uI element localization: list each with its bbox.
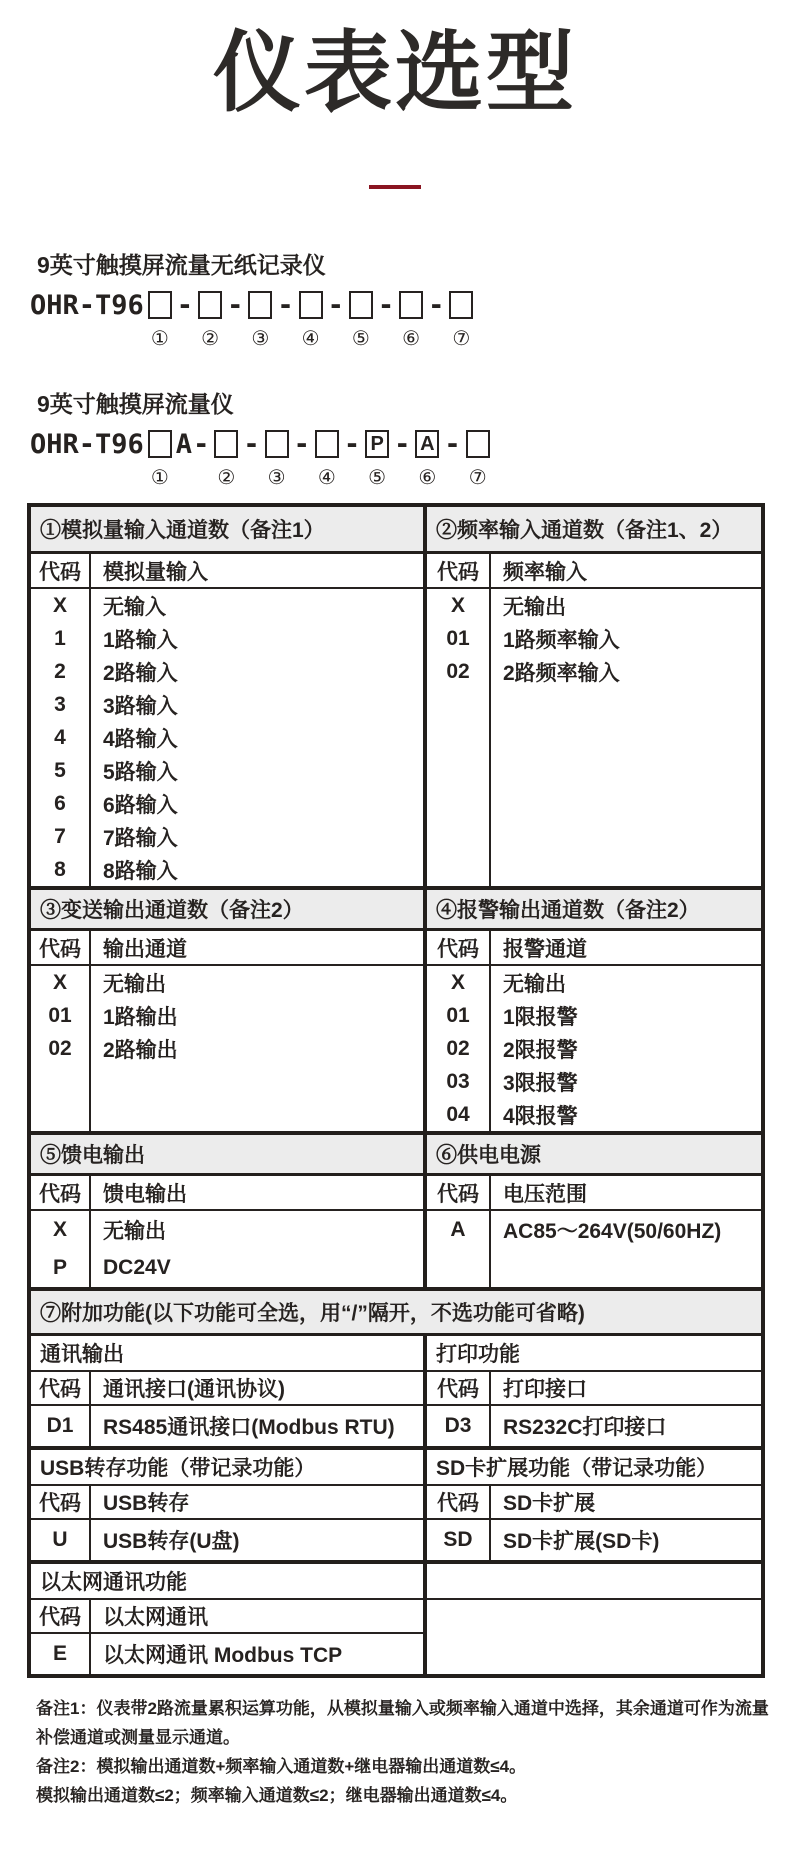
section-half: [31, 507, 423, 886]
code-cell: D1: [46, 1414, 74, 1438]
desc-cell: SD卡扩展(SD卡): [503, 1530, 660, 1554]
desc-cell: 1路频率输入: [503, 628, 620, 652]
code-column: [31, 1486, 91, 1560]
section-header: ②频率输入通道数（备注1、2）: [427, 507, 761, 554]
desc-column-header: 通讯接口(通讯协议): [91, 1372, 423, 1406]
model-block-recorder: [30, 247, 790, 352]
code-column-header: 代码: [427, 1372, 489, 1406]
model-code-line: [30, 427, 790, 461]
footnotes: [36, 1694, 769, 1810]
desc-cell: 2路输入: [103, 661, 178, 685]
code-separator: -: [394, 428, 411, 460]
desc-cell: 无输出: [503, 595, 566, 619]
code-separator: -: [444, 428, 461, 460]
code-cell: E: [52, 1642, 67, 1666]
code-cell: 6: [54, 791, 66, 815]
section-body: [427, 931, 761, 1131]
code-cell: U: [52, 1528, 68, 1552]
code-cell: 5: [54, 758, 66, 782]
desc-column: [91, 931, 423, 1131]
position-number: ⑥: [402, 326, 421, 351]
code-separator: -: [377, 289, 395, 321]
code-separator: -: [227, 289, 244, 321]
feature-half: [423, 1450, 761, 1560]
desc-column: [491, 1372, 761, 1446]
feature-title: 以太网通讯功能: [31, 1564, 423, 1600]
desc-column: [91, 1486, 423, 1560]
model-position-numbers: [30, 324, 790, 352]
note-line: 备注1：仪表带2路流量累积运算功能，从模拟量输入或频率输入通道中选择，其余通道可作为流量: [36, 1699, 769, 1719]
model-code-box: [466, 430, 490, 458]
desc-column-header: 电压范围: [491, 1176, 761, 1211]
desc-cell: RS485通讯接口(Modbus RTU): [103, 1416, 395, 1440]
feature-title: USB转存功能（带记录功能）: [31, 1450, 423, 1486]
position-number: ②: [217, 465, 236, 490]
desc-column-header: 报警通道: [491, 931, 761, 966]
model-code-box: [248, 291, 272, 319]
code-cell: X: [450, 970, 465, 994]
desc-cell: DC24V: [103, 1256, 171, 1280]
section-body: [31, 1372, 423, 1446]
desc-cell: RS232C打印接口: [503, 1416, 667, 1440]
position-number: ④: [317, 465, 336, 490]
code-column: [427, 554, 491, 886]
desc-cell: 无输出: [503, 972, 566, 996]
code-column-header: 代码: [427, 1486, 489, 1520]
page-title: 仪表选型: [212, 23, 577, 122]
note-line: 备注2：模拟输出通道数+频率输入通道数+继电器输出通道数≤4。: [36, 1757, 527, 1777]
note-line: 模拟输出通道数≤2；频率输入通道数≤2；继电器输出通道数≤4。: [36, 1786, 518, 1806]
feature-block: [31, 1446, 761, 1560]
feature-half: [31, 1450, 423, 1560]
code-column: [427, 1176, 491, 1287]
code-separator: -: [193, 428, 210, 460]
desc-cell: 2路输出: [103, 1038, 178, 1062]
code-separator: -: [277, 289, 294, 321]
model-code-box: [214, 430, 238, 458]
desc-column: [91, 1372, 423, 1446]
desc-cell: 无输出: [103, 1220, 166, 1244]
desc-cell: 2限报警: [503, 1038, 578, 1062]
section-body: [31, 931, 423, 1131]
code-cell: 03: [446, 1069, 470, 1093]
desc-column: [491, 554, 761, 886]
section-header: ①模拟量输入通道数（备注1）: [31, 507, 423, 554]
feature-title-empty: [427, 1564, 761, 1600]
feature-half: [31, 1564, 423, 1674]
code-cell: 02: [48, 1036, 72, 1060]
desc-cell: 6路输入: [103, 793, 178, 817]
code-column-header: 代码: [31, 1486, 89, 1520]
desc-cell: 8路输入: [103, 859, 178, 883]
desc-cell: 4限报警: [503, 1104, 578, 1128]
code-separator: -: [343, 428, 361, 460]
code-cell: 1: [54, 626, 66, 650]
model-code-box: [148, 430, 172, 458]
desc-cell: 1限报警: [503, 1005, 578, 1029]
desc-cell: 7路输入: [103, 826, 178, 850]
code-column: [31, 931, 91, 1131]
feature-title: SD卡扩展功能（带记录功能）: [427, 1450, 761, 1486]
model-code-box: [299, 291, 323, 319]
feature-half: [31, 1336, 423, 1446]
desc-column: [491, 1176, 761, 1287]
code-cell: A: [450, 1218, 466, 1242]
model-block-flowmeter: [30, 386, 790, 491]
feature-half: [423, 1564, 761, 1674]
model-label: 9英寸触摸屏流量无纸记录仪: [37, 252, 326, 279]
model-label: 9英寸触摸屏流量仪: [37, 391, 234, 418]
code-cell: 02: [446, 659, 470, 683]
feature-title: 打印功能: [427, 1336, 761, 1372]
section-body: [427, 1176, 761, 1287]
desc-column-header: USB转存: [91, 1486, 423, 1520]
code-column-header: 代码: [31, 1176, 89, 1211]
empty-cell: [427, 1600, 761, 1674]
code-column-header: 代码: [31, 1372, 89, 1406]
section-header: ③变送输出通道数（备注2）: [31, 890, 423, 931]
section-half: [423, 507, 761, 886]
model-code-box: [315, 430, 339, 458]
feature-block: [31, 1336, 761, 1446]
code-column: [427, 931, 491, 1131]
position-number: ④: [301, 326, 320, 351]
code-cell: 7: [54, 824, 66, 848]
code-column: [31, 1600, 91, 1674]
code-cell: 01: [48, 1003, 72, 1027]
code-column-header: 代码: [427, 1176, 489, 1211]
code-cell: X: [52, 1218, 67, 1242]
desc-column-header: 以太网通讯: [91, 1600, 423, 1634]
position-number: ②: [201, 326, 220, 351]
desc-cell: 2路频率输入: [503, 661, 620, 685]
position-number: ③: [267, 465, 286, 490]
position-number: ⑥: [418, 465, 437, 490]
position-number: ⑦: [452, 326, 471, 351]
desc-column-header: 模拟量输入: [91, 554, 423, 589]
model-code-box: [198, 291, 222, 319]
code-cell: X: [450, 593, 465, 617]
feature-block: [31, 1560, 761, 1674]
desc-cell: USB转存(U盘): [103, 1530, 240, 1554]
code-separator: -: [176, 289, 194, 321]
model-position-numbers: [30, 463, 790, 491]
model-code-box: [399, 291, 423, 319]
section-half: [423, 1135, 761, 1287]
code-cell: 01: [446, 626, 470, 650]
desc-cell: 3路输入: [103, 694, 178, 718]
position-number: ①: [150, 326, 169, 351]
code-cell: D3: [444, 1414, 472, 1438]
desc-cell: 无输出: [103, 972, 166, 996]
section-header: ④报警输出通道数（备注2）: [427, 890, 761, 931]
model-code-line: [30, 288, 790, 322]
desc-column-header: 输出通道: [91, 931, 423, 966]
table-section: [31, 1287, 761, 1674]
feature-title: 通讯输出: [31, 1336, 423, 1372]
model-prefix-text: A: [175, 428, 193, 460]
code-column: [427, 1486, 491, 1560]
desc-cell: 无输入: [103, 595, 166, 619]
title-accent-dash: [369, 185, 421, 189]
code-cell: 4: [54, 725, 66, 749]
code-cell: P: [52, 1256, 67, 1280]
desc-cell: 4路输入: [103, 727, 178, 751]
desc-column: [491, 931, 761, 1131]
code-separator: -: [243, 428, 260, 460]
desc-column: [491, 1486, 761, 1560]
section-body: [31, 1176, 423, 1287]
desc-column: [91, 554, 423, 886]
section-half: [423, 890, 761, 1131]
section-half: [31, 1135, 423, 1287]
code-separator: -: [327, 289, 344, 321]
code-separator: -: [293, 428, 310, 460]
desc-column-header: 频率输入: [491, 554, 761, 589]
desc-column-header: SD卡扩展: [491, 1486, 761, 1520]
desc-cell: 5路输入: [103, 760, 178, 784]
code-column-header: 代码: [31, 931, 89, 966]
table-section: [31, 1131, 761, 1287]
table-section: [31, 507, 761, 886]
section-body: [427, 554, 761, 886]
model-code-box: P: [365, 430, 389, 458]
desc-cell: 3限报警: [503, 1071, 578, 1095]
model-code-box: [265, 430, 289, 458]
model-code-box: A: [415, 430, 439, 458]
code-column: [31, 554, 91, 886]
section-half: [31, 890, 423, 1131]
desc-column-header: 打印接口: [491, 1372, 761, 1406]
code-cell: 2: [54, 659, 66, 683]
position-number: ⑦: [468, 465, 487, 490]
note-line: 补偿通道或测量显示通道。: [36, 1728, 240, 1748]
position-number: ⑤: [351, 326, 370, 351]
section-body: [31, 554, 423, 886]
position-number: ③: [251, 326, 270, 351]
code-cell: 8: [54, 857, 66, 881]
model-code-box: [148, 291, 172, 319]
code-column-header: 代码: [31, 1600, 89, 1634]
desc-cell: 以太网通讯 Modbus TCP: [103, 1644, 343, 1668]
desc-cell: 1路输入: [103, 628, 178, 652]
code-cell: X: [52, 970, 67, 994]
desc-column: [91, 1176, 423, 1287]
desc-cell: AC85～264V(50/60HZ): [503, 1220, 722, 1244]
code-cell: X: [52, 593, 67, 617]
code-cell: SD: [443, 1528, 473, 1552]
model-prefix-text: OHR-T96: [30, 428, 144, 460]
code-column: [31, 1372, 91, 1446]
model-code-box: [349, 291, 373, 319]
model-code-box: [449, 291, 473, 319]
section-header: ⑥供电电源: [427, 1135, 761, 1176]
code-column: [31, 1176, 91, 1287]
desc-column-header: 馈电输出: [91, 1176, 423, 1211]
desc-column: [91, 1600, 423, 1674]
section-body: [427, 1372, 761, 1446]
code-column-header: 代码: [427, 931, 489, 966]
feature-half: [423, 1336, 761, 1446]
section-body: [31, 1486, 423, 1560]
desc-cell: 1路输出: [103, 1005, 178, 1029]
code-cell: 01: [446, 1003, 470, 1027]
code-cell: 3: [54, 692, 66, 716]
code-column-header: 代码: [427, 554, 489, 589]
code-cell: 04: [446, 1102, 470, 1126]
code-column-header: 代码: [31, 554, 89, 589]
section-header: ⑤馈电输出: [31, 1135, 423, 1176]
table-section: [31, 886, 761, 1131]
code-separator: -: [428, 289, 445, 321]
position-number: ①: [150, 465, 169, 490]
section-body: [427, 1486, 761, 1560]
model-prefix-text: OHR-T96: [30, 289, 144, 321]
code-cell: 02: [446, 1036, 470, 1060]
selection-table: [27, 503, 765, 1678]
section-body: [31, 1600, 423, 1674]
code-column: [427, 1372, 491, 1446]
position-number: ⑤: [368, 465, 387, 490]
section-header: ⑦附加功能(以下功能可全选，用“/”隔开，不选功能可省略): [31, 1291, 761, 1336]
